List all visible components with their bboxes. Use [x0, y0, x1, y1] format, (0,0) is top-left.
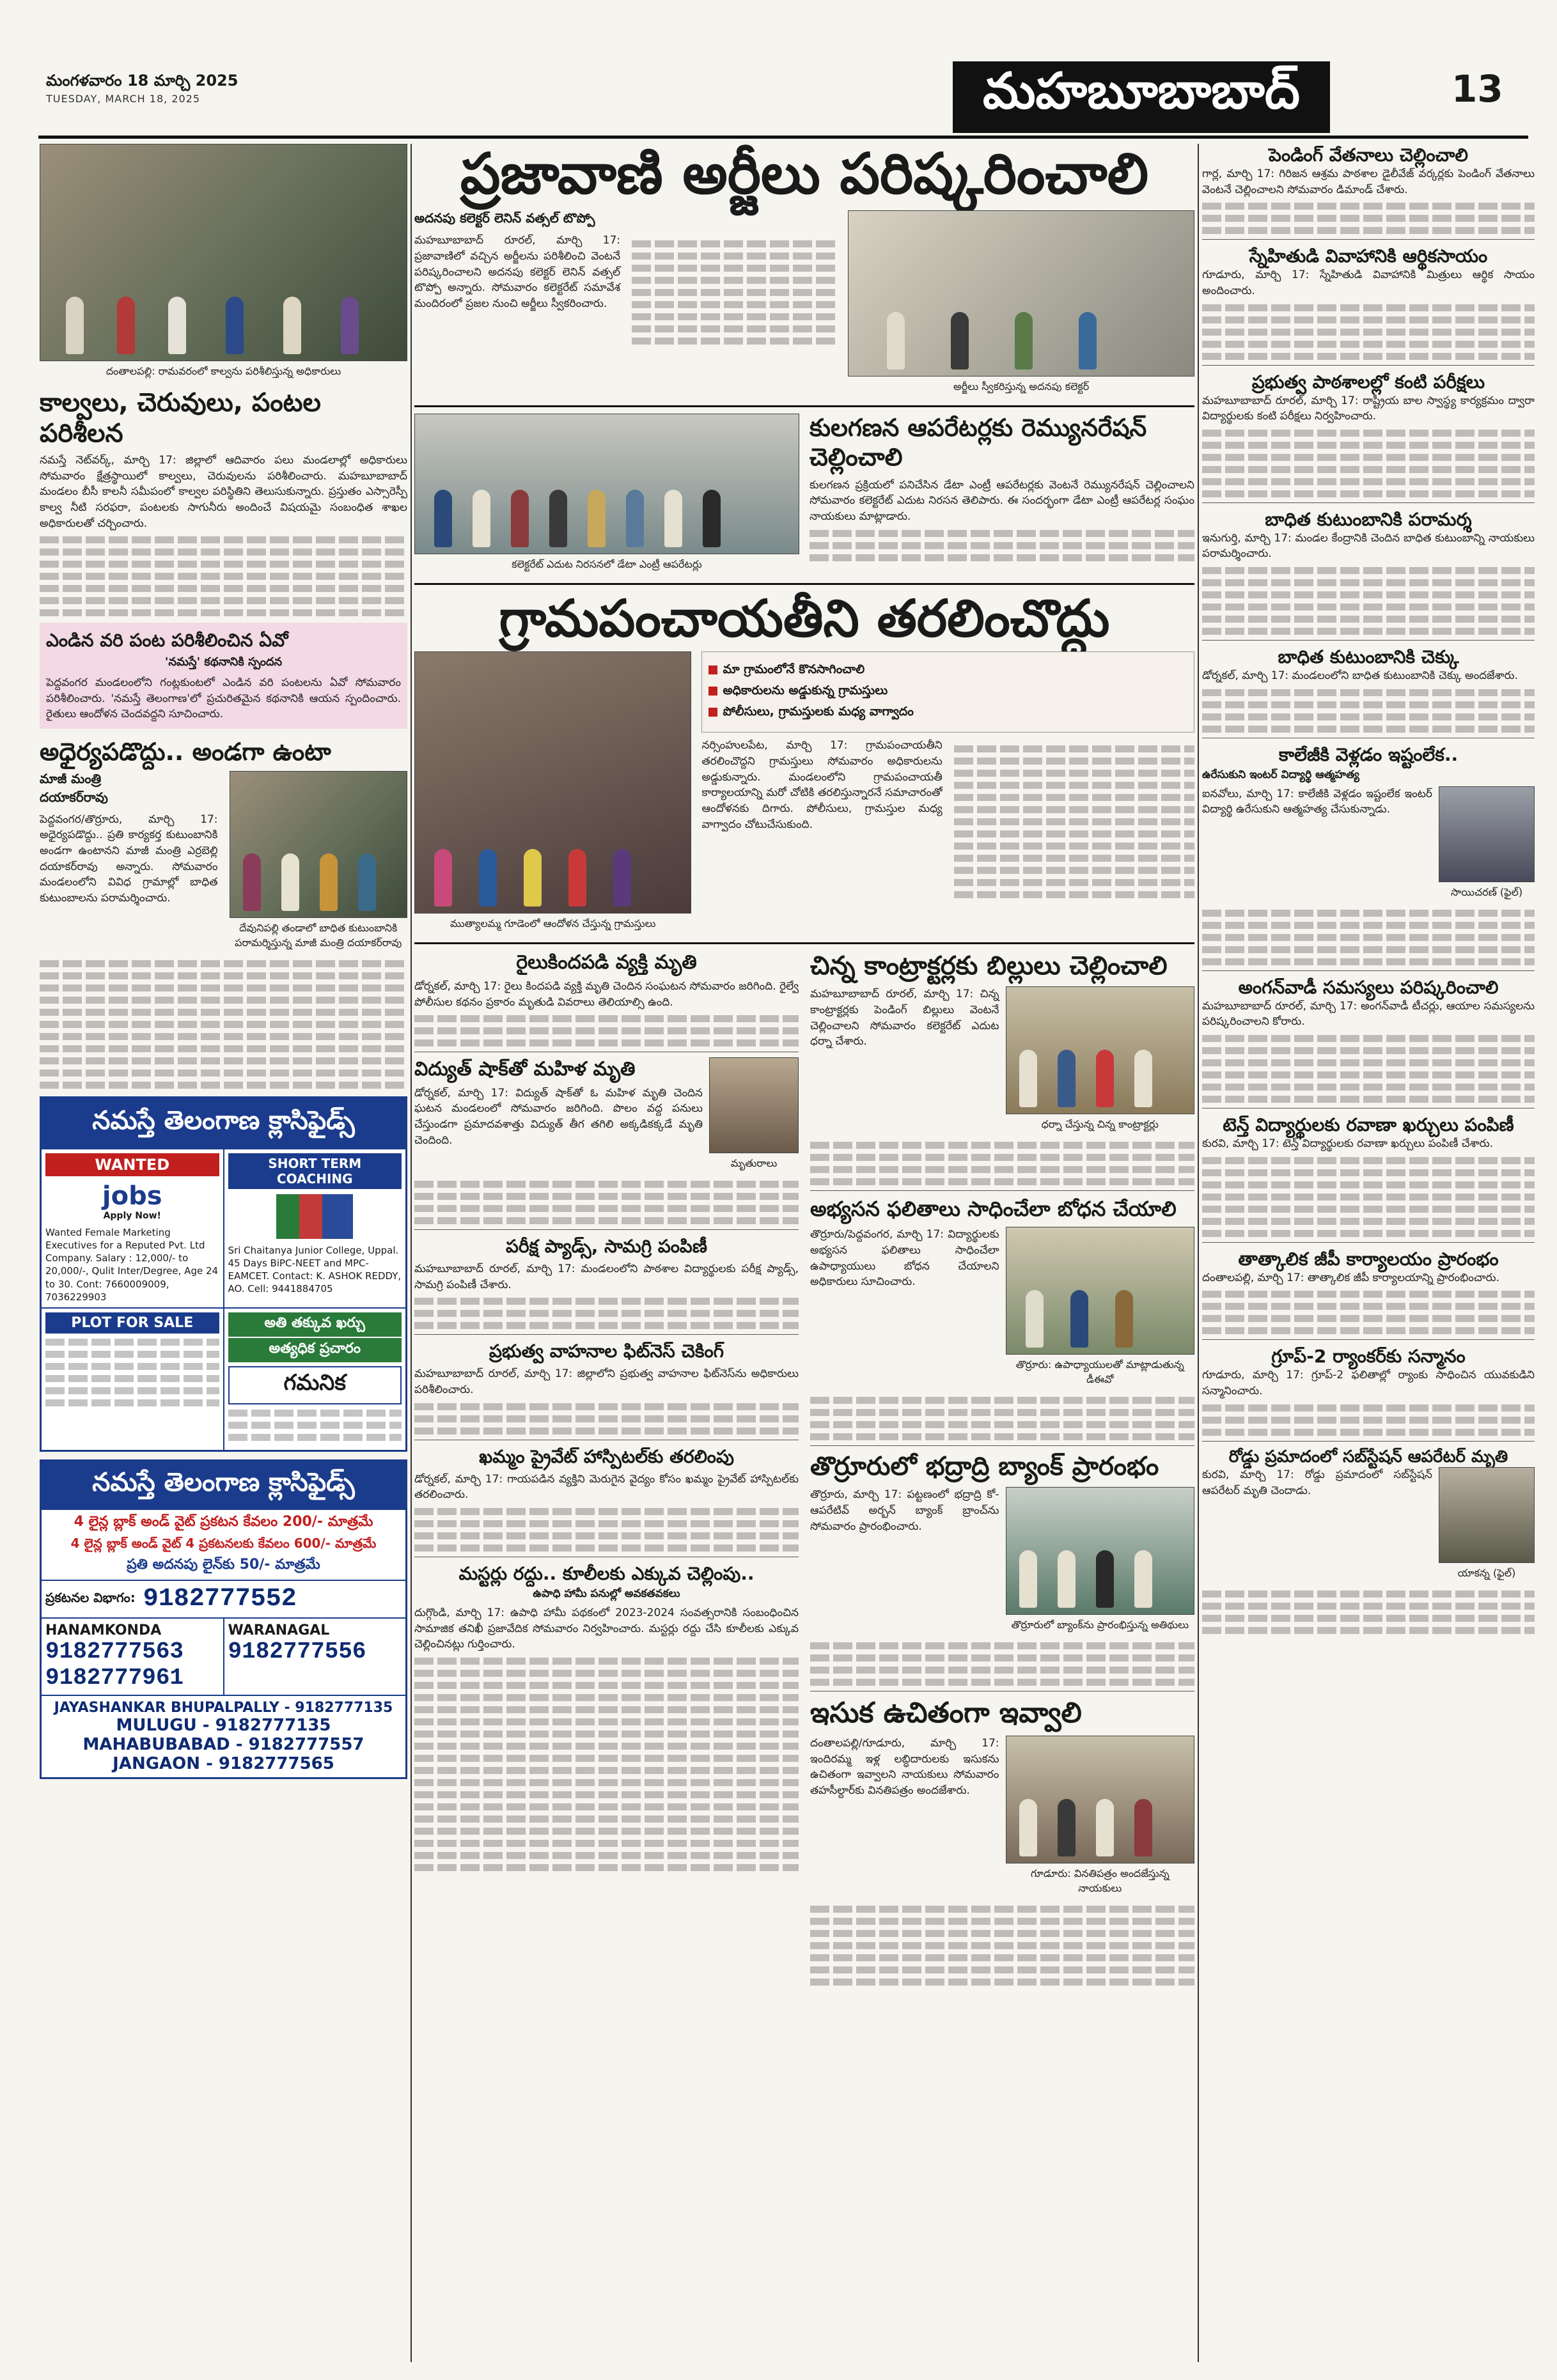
story-headline: చిన్న కాంట్రాక్టర్లకు బిల్లులు చెల్లించాలి — [810, 951, 1168, 981]
story-tag: 'నమస్తే' కథనానికి స్పందన — [164, 655, 283, 669]
office-line: JANGAON - 9182777565 — [113, 1754, 334, 1774]
photo-caption: ముత్యాలమ్మ గూడెంలో ఆందోళన చేస్తున్న గ్రామస్తులు — [450, 917, 656, 930]
ad-rate-line: 4 లైన్ల బ్లాక్ అండ్ వైట్ ప్రకటన కేవలం 200/- మాత్రమే — [74, 1514, 373, 1530]
story-headline: తాత్కాలిక జీపీ కార్యాలయం ప్రారంభం — [1238, 1248, 1499, 1270]
ad-rate-line: 4 లైన్ల బ్లాక్ అండ్ వైట్ 4 ప్రకటనలకు కేవలం 600/- మాత్రమే — [70, 1536, 377, 1552]
classifieds-banner: నమస్తే తెలంగాణ క్లాసిఫైడ్స్ — [42, 1461, 405, 1510]
lead-body: మహబూబాబాద్ రూరల్, మార్చి 17: ప్రజావాణిలో వచ్చిన అర్జీలను పరిశీలించి వెంటనే పరిష్కరించాలని అదనపు కలెక్టర్ లెనిన్ వత్సల్ టొప్పో అన్నారు. సోమవారం కలెక్టరేట్ సమావేశ మందిరంలో ప్రజల నుంచి అర్జీలు స్వీకరించారు. — [414, 234, 621, 310]
ad-wanted-text: Wanted Female Marketing Executives for a Reputed Pvt. Ltd Company. Salary : 12,000/- to 20,000/-, Qulit Inter/Degree, Age 24 to 30. Cont: 7660009009, 7036229903 — [45, 1226, 219, 1303]
story-highlights — [701, 651, 1194, 733]
story-headline: తొర్రూరులో భద్రాద్రి బ్యాంక్ ప్రారంభం — [810, 1452, 1159, 1482]
ad-dept-label: ప్రకటనల విభాగం: — [45, 1590, 136, 1606]
story-body-filler — [414, 1658, 799, 1871]
edition-title: మహబూబాబాద్ — [953, 61, 1330, 133]
column-left — [40, 144, 407, 1779]
photo-caption: మృతురాలు — [730, 1157, 778, 1170]
story-body: గూడూరు, మార్చి 17: గ్రూప్-2 ఫలితాల్లో ర్యాంకు సాధించిన యువకుడిని సన్మానించారు. — [1202, 1369, 1535, 1397]
story-headline: రోడ్డు ప్రమాదంలో సబ్‌స్టేషన్ ఆపరేటర్ మృతి — [1228, 1447, 1508, 1466]
story-body-filler — [1202, 910, 1535, 965]
ad-coaching-text: Sri Chaitanya Junior College, Uppal. 45 Days BiPC-NEET and MPC-EAMCET. Contact: K. ASHOK REDDY, AO. Cell: 9441884705 — [228, 1244, 402, 1295]
story-headline: అంగన్‌వాడీ సమస్యలు పరిష్కరించాలి — [1238, 976, 1499, 998]
story-body-filler — [414, 1403, 799, 1435]
office-line: MULUGU - 9182777135 — [116, 1716, 331, 1736]
story-body-filler — [1202, 430, 1535, 497]
highlight-item: అధికారులను అడ్డుకున్న గ్రామస్తులు — [723, 683, 888, 698]
story-headline: కులగణన ఆపరేటర్లకు రెమ్యునరేషన్ చెల్లించాలి — [810, 414, 1147, 471]
story-headline: బాధిత కుటుంబానికి చెక్కు — [1278, 646, 1459, 668]
story-tag: ఉపాధి హామీ పనుల్లో అవకతవకలు — [533, 1587, 680, 1601]
story-body: నమస్తే నెట్‌వర్క్, మార్చి 17: జిల్లాలో ఆదివారం పలు మండలాల్లో అధికారులు సోమవారం క్షేత్రస్థాయిలో కాల్వలు, చెరువులను పరిశీలించారు. మహబూబాబాద్ మండలం బీసీ కాలనీ సమీపంలో కాల్వల పరిస్థితిని తెలుసుకున్నారు. ప్రస్తుతం ఎస్సారెస్పీ కాల్వ నీటి సరఫరా, పంటలకు సాగునీరు అందించే విషయమై సంబంధిత శాఖల అధికారులతో చర్చించారు. — [40, 454, 407, 530]
photo-bank-opening — [1006, 1487, 1195, 1615]
column-center — [414, 140, 1194, 1991]
story-headline: అధైర్యపడొద్దు.. అండగా ఉంటా — [40, 738, 331, 766]
photo-operators-protest — [414, 414, 799, 554]
story-headline: ఖమ్మం ప్రైవేట్ హాస్పిటల్‌కు తరలింపు — [479, 1445, 734, 1467]
photo-sand-petition — [1006, 1736, 1195, 1863]
story-body: తొర్రూరు, మార్చి 17: పట్టణంలో భద్రాద్రి కో-ఆపరేటివ్ అర్బన్ బ్యాంక్ బ్రాంచ్‌ను సోమవారం ప్రారంభించారు. — [810, 1488, 999, 1533]
ad-wanted-label: WANTED — [45, 1153, 219, 1176]
story-subhead: మాజీ మంత్రి — [40, 770, 102, 786]
photo-gp-protest — [414, 651, 691, 914]
story-body-filler — [414, 1015, 799, 1046]
story-body-filler — [810, 1642, 1194, 1686]
ad-gamanika: గమనిక — [228, 1366, 402, 1404]
story-body-filler — [810, 1906, 1194, 1986]
story-body: గార్ల, మార్చి 17: గిరిజన ఆశ్రమ పాఠశాల డైలీవేజ్ వర్కర్లకు పెండింగ్ వేతనాలు వెంటనే చెల్లించాలని సోమవారం డిమాండ్ చేశారు. — [1202, 167, 1535, 196]
story-body-filler — [810, 530, 1194, 561]
photo-caption: దంతాలపల్లి: రామవరంలో కాల్వను పరిశీలిస్తున్న అధికారులు — [106, 365, 341, 377]
classifieds-banner: నమస్తే తెలంగాణ క్లాసిఫైడ్స్ — [42, 1098, 405, 1149]
story-headline: బాధిత కుటుంబానికి పరామర్శ — [1265, 508, 1472, 530]
story-headline: ప్రభుత్వ పాఠశాలల్లో కంటి పరీక్షలు — [1251, 371, 1485, 393]
story-body: డోర్నకల్, మార్చి 17: మండలంలోని బాధిత కుటుంబానికి చెక్కు అందజేశారు. — [1202, 669, 1518, 683]
ad-promo-line2: అత్యధిక ప్రచారం — [228, 1338, 402, 1362]
photo-caption: కలెక్టరేట్ ఎదుట నిరసనలో డేటా ఎంట్రీ ఆపరేటర్లు — [512, 558, 702, 571]
photo-prajavani — [848, 210, 1194, 377]
photo-contractors-dharna — [1006, 986, 1195, 1114]
story-body-filler — [810, 1397, 1194, 1440]
story-headline: రైలుకిందపడి వ్యక్తి మృతి — [516, 951, 697, 974]
date-english: TUESDAY, MARCH 18, 2025 — [46, 93, 201, 105]
column-divider — [411, 144, 412, 2362]
story-body-filler — [1202, 1291, 1535, 1334]
story-subhead: దయాకర్‌రావు — [40, 789, 108, 805]
story-body: తొర్రూరు/పెద్దవంగర, మార్చి 17: విద్యార్థులకు అభ్యసన ఫలితాలు సాధించేలా ఉపాధ్యాయులు బోధన చేయాలని అధికారులు సూచించారు. — [810, 1228, 999, 1289]
story-body: కురవి, మార్చి 17: రోడ్డు ప్రమాదంలో సబ్‌స్టేషన్ ఆపరేటర్ మృతి చెందాడు. — [1202, 1468, 1432, 1497]
office-name: HANAMKONDA — [45, 1622, 162, 1639]
page-number: 13 — [1451, 67, 1503, 111]
story-body: మహబూబాబాద్ రూరల్, మార్చి 17: చిన్న కాంట్రాక్టర్లకు పెండింగ్ బిల్లులు వెంటనే చెల్లించాలని సోమవారం కలెక్టరేట్ ఎదుట ధర్నా చేశారు. — [810, 988, 999, 1048]
office-phone: 9182777556 — [228, 1638, 366, 1665]
photo-caption: యాకన్న (ఫైల్) — [1457, 1567, 1516, 1580]
office-name: WARANAGAL — [228, 1622, 330, 1639]
books-icon — [276, 1194, 353, 1239]
photo-caption: ధర్నా చేస్తున్న చిన్న కాంట్రాక్టర్లు — [1041, 1118, 1159, 1131]
lead-headline: ప్రజావాణి అర్జీలు పరిష్కరించాలి — [460, 140, 1149, 206]
story-body: కురవి, మార్చి 17: టెన్త్ విద్యార్థులకు రవాణా ఖర్చులు పంపిణీ చేశారు. — [1202, 1137, 1494, 1151]
office-line: MAHABUBABAD - 9182777557 — [82, 1735, 364, 1755]
photo-student — [1439, 786, 1535, 882]
story-headline: ప్రభుత్వ వాహనాల ఫిట్‌నెస్ చెకింగ్ — [489, 1341, 724, 1362]
story-body-filler — [954, 740, 1194, 903]
column-divider — [1198, 144, 1199, 2362]
story-body-filler — [40, 960, 407, 1089]
classifieds-ad — [40, 1096, 407, 1452]
story-body-filler — [1202, 1404, 1535, 1436]
photo-caption: గూడూరు: వినతిపత్రం అందజేస్తున్న నాయకులు — [1030, 1867, 1170, 1895]
highlight-item: పోలీసులు, గ్రామస్తులకు మధ్య వాగ్వాదం — [723, 704, 914, 719]
story-headline: టెన్త్ విద్యార్థులకు రవాణా ఖర్చులు పంపిణీ — [1223, 1114, 1514, 1136]
story-headline: గ్రామపంచాయతీని తరలించొద్దు — [499, 588, 1110, 649]
story-headline: కాలేజీకి వెళ్లడం ఇష్టంలేక.. — [1278, 743, 1459, 765]
classifieds-rates-ad — [40, 1459, 407, 1779]
story-body-filler — [40, 536, 407, 616]
story-body: డోర్నకల్, మార్చి 17: విద్యుత్ షాక్‌తో ఓ మహిళ మృతి చెందిన ఘటన మండలంలో సోమవారం జరిగింది. పొలం వద్ద పనులు చేస్తుండగా ప్రమాదవశాత్తు విద్యుత్ తీగ తగిలి అక్కడికక్కడే మృతి చెందింది. — [414, 1086, 703, 1147]
photo-caption: సాయిచరణ్ (ఫైల్) — [1450, 885, 1523, 898]
story-body-filler — [1202, 304, 1535, 360]
ad-coaching-label: SHORT TERM COACHING — [228, 1153, 402, 1189]
story-body: గూడూరు, మార్చి 17: స్నేహితుడి వివాహానికి మిత్రులు ఆర్థిక సాయం అందించారు. — [1202, 268, 1535, 297]
story-subhead: ఉరేసుకుని ఇంటర్ విద్యార్థి ఆత్మహత్య — [1202, 768, 1359, 781]
photo-caption: దేవునిపల్లి తండాలో బాధిత కుటుంబానికి పరామర్శిస్తున్న మాజీ మంత్రి దయాకర్‌రావు — [235, 921, 402, 949]
story-body-filler — [1202, 1157, 1535, 1237]
story-body: నర్సింహులపేట, మార్చి 17: గ్రామపంచాయతీని తరలించొద్దని గ్రామస్తులు సోమవారం అధికారులను అడ్డుకున్నారు. మండలంలోని గ్రామపంచాయతీ కార్యాలయాన్ని మరో చోటికి తరలిస్తున్నారనే సమాచారంతో ఆందోళనకు దిగారు. పోలీసులు, గ్రామస్తుల మధ్య వాగ్వాదం చోటుచేసుకుంది. — [701, 739, 943, 831]
photo-canal-inspection — [40, 144, 407, 361]
story-body-filler — [414, 1298, 799, 1329]
ad-dept-phone: 9182777552 — [143, 1585, 297, 1614]
lead-body-filler — [632, 235, 838, 350]
story-body: కులగణన ప్రక్రియలో పనిచేసిన డేటా ఎంట్రీ ఆపరేటర్లకు వెంటనే రెమ్యునరేషన్ చెల్లించాలని సోమవారం కలెక్టరేట్ ఎదుట నిరసన తెలిపారు. ఈ సందర్భంగా డేటా ఎంట్రీ ఆపరేటర్ల సంఘం నాయకులు మాట్లాడారు. — [810, 478, 1194, 523]
story-headline: విద్యుత్ షాక్‌తో మహిళ మృతి — [414, 1058, 636, 1081]
story-headline: మస్టర్లు రద్దు.. కూలీలకు ఎక్కువ చెల్లింపు.. — [458, 1563, 755, 1585]
story-body: పెద్దవంగర మండలంలోని గంట్లకుంటలో ఎండిన వరి పంటలను ఏవో సోమవారం పరిశీలించారు. 'నమస్తే తెలంగాణ'లో ప్రచురితమైన కథనానికి ఆయన స్పందించారు. రైతులు ఆందోళన చెందవద్దని సూచించారు. — [46, 676, 401, 721]
photo-caption: తొర్రూరులో బ్యాంక్‌ను ప్రారంభిస్తున్న అతిథులు — [1011, 1619, 1189, 1631]
ad-jobs-sub: Apply Now! — [103, 1210, 161, 1221]
column-right — [1202, 144, 1535, 1639]
ad-jobs-logo: jobs — [102, 1181, 162, 1211]
photo-caption: అర్జీలు స్వీకరిస్తున్న అదనపు కలెక్టర్ — [953, 380, 1090, 393]
story-headline: పెండింగ్ వేతనాలు చెల్లించాలి — [1269, 144, 1468, 166]
story-headline: అభ్యసన ఫలితాలు సాధించేలా బోధన చేయాలి — [810, 1197, 1177, 1222]
ad-plot-body — [45, 1339, 219, 1406]
photo-victim — [709, 1057, 799, 1153]
lead-subhead: అదనపు కలెక్టర్ లెనిన్ వత్సల్ టొప్పో — [414, 210, 595, 226]
story-body: దంతాలపల్లి, మార్చి 17: తాత్కాలిక జీపీ కార్యాలయాన్ని ప్రారంభించారు. — [1202, 1271, 1500, 1284]
story-body: పెద్దవంగర/తొర్రూరు, మార్చి 17: అధైర్యపడొద్దు.. ప్రతి కార్యకర్త కుటుంబానికి అండగా ఉంటానని మాజీ మంత్రి ఎర్రబెల్లి దయాకర్‌రావు అన్నారు. సోమవారం మండలంలోని వివిధ గ్రామాల్లో బాధిత కుటుంబాలను పరామర్శించారు. — [40, 813, 218, 905]
office-phone: 9182777961 — [45, 1665, 184, 1692]
story-body-filler — [1202, 689, 1535, 733]
story-body-filler — [414, 1508, 799, 1552]
masthead-rule — [38, 136, 1528, 139]
story-headline: ఇసుక ఉచితంగా ఇవ్వాలి — [810, 1697, 1082, 1730]
story-body: మహబూబాబాద్ రూరల్, మార్చి 17: రాష్ట్రీయ బాల స్వాస్థ్య కార్యక్రమం ద్వారా విద్యార్థులకు కంటి పరీక్షలు నిర్వహించారు. — [1202, 394, 1535, 423]
story-body: ఇనుగుర్తి, మార్చి 17: మండల కేంద్రానికి చెందిన బాధిత కుటుంబాన్ని నాయకులు పరామర్శించారు. — [1202, 531, 1535, 561]
story-body: దుగ్గొండి, మార్చి 17: ఉపాధి హామీ పథకంలో 2023-2024 సంవత్సరానికి సంబంధించిన సామాజిక తనిఖీ ప్రజావేదిక సోమవారం నిర్వహించారు. మస్టర్లు రద్దు చేసి కూలీలకు ఎక్కువ చెల్లించినట్లు గుర్తించారు. — [414, 1606, 799, 1651]
story-body-filler — [1202, 203, 1535, 234]
ad-rate-line: ప్రతి అదనపు లైన్‌కు 50/- మాత్రమే — [127, 1557, 320, 1573]
story-body: మహబూబాబాద్ రూరల్, మార్చి 17: అంగన్‌వాడీ టీచర్లు, ఆయాల సమస్యలను పరిష్కరించాలని కోరారు. — [1202, 999, 1535, 1029]
story-body-filler — [810, 1142, 1194, 1185]
story-body-filler — [1202, 1591, 1535, 1634]
story-body: డోర్నకల్, మార్చి 17: గాయపడిన వ్యక్తిని మెరుగైన వైద్యం కోసం ఖమ్మం ప్రైవేట్ హాస్పిటల్‌కు తరలించారు. — [414, 1472, 799, 1502]
story-box-paddy — [40, 623, 407, 729]
story-body-filler — [1202, 1035, 1535, 1103]
photo-deo-meeting — [1006, 1227, 1195, 1355]
story-headline: ఎండిన వరి పంట పరిశీలించిన ఏవో — [46, 630, 288, 651]
story-body-filler — [414, 1181, 799, 1224]
story-headline: కాల్వలు, చెరువులు, పంటల పరిశీలన — [40, 388, 321, 448]
photo-caption: తొర్రూరు: ఉపాధ్యాయులతో మాట్లాడుతున్న డీఈవో — [1015, 1358, 1184, 1386]
story-body: మహబూబాబాద్ రూరల్, మార్చి 17: జిల్లాలోని ప్రభుత్వ వాహనాల ఫిట్‌నెస్‌ను అధికారులు పరిశీలించారు. — [414, 1367, 799, 1397]
story-body: మహబూబాబాద్ రూరల్, మార్చి 17: మండలంలోని పాఠశాల విద్యార్థులకు పరీక్ష ప్యాడ్స్, సామగ్రి పంపిణీ చేశారు. — [414, 1263, 799, 1291]
story-headline: స్నేహితుడి వివాహానికి ఆర్థికసాయం — [1249, 245, 1488, 267]
story-body: డోర్నకల్, మార్చి 17: రైలు కిందపడి వ్యక్తి మృతి చెందిన సంఘటన సోమవారం జరిగింది. రైల్వే పోలీసుల కథనం ప్రకారం మృతుడి వివరాలు తెలియాల్సి ఉంది. — [414, 979, 799, 1009]
date-telugu: మంగళవారం 18 మార్చి 2025 — [46, 72, 239, 89]
story-headline: పరీక్ష ప్యాడ్స్, సామగ్రి పంపిణీ — [506, 1236, 707, 1257]
office-phone: 9182777563 — [45, 1638, 184, 1665]
photo-operator — [1439, 1467, 1535, 1563]
story-body: ఐనవోలు, మార్చి 17: కాలేజీకి వెళ్లడం ఇష్టంలేక ఇంటర్ విద్యార్థి ఉరేసుకుని ఆత్మహత్య చేసుకున్నాడు. — [1202, 787, 1432, 816]
ad-promo-line1: అతి తక్కువ ఖర్చు — [228, 1312, 402, 1337]
highlight-item: మా గ్రామంలోనే కొనసాగించాలి — [723, 662, 865, 677]
story-body-filler — [1202, 567, 1535, 635]
story-body: దంతాలపల్లి/గూడూరు, మార్చి 17: ఇందిరమ్మ ఇళ్ల లబ్ధిదారులకు ఇసుకను ఉచితంగా ఇవ్వాలని నాయకులు సోమవారం తహసీల్దార్‌కు వినతిపత్రం అందజేశారు. — [810, 1737, 999, 1798]
ad-plot-label: PLOT FOR SALE — [45, 1312, 219, 1334]
photo-family-visit — [230, 771, 408, 918]
ad-notice-body — [228, 1410, 402, 1441]
office-line: JAYASHANKAR BHUPALPALLY - 9182777135 — [54, 1700, 393, 1716]
story-headline: గ్రూప్-2 ర్యాంకర్‌కు సన్మానం — [1271, 1346, 1466, 1367]
